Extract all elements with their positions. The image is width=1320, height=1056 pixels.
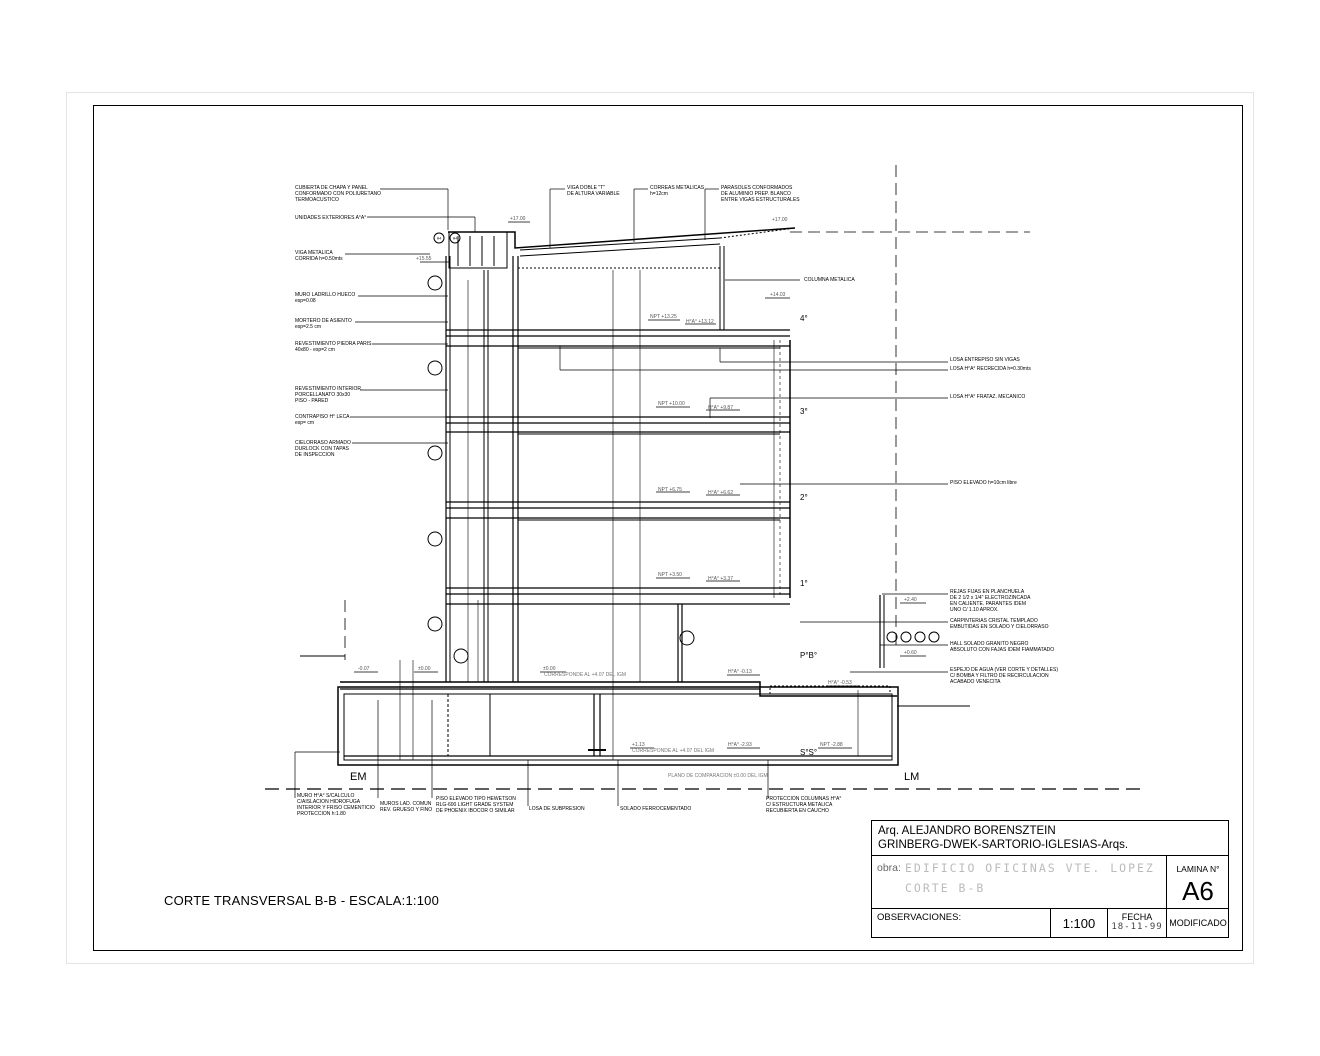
label-right: C/ BOMBA Y FILTRO DE RECIRCULACION (950, 673, 1049, 679)
level-mark: H°A° +3.37 (708, 576, 733, 582)
label-right: ABSOLUTO CON FAJAS IDEM FIAMMATADO (950, 647, 1055, 653)
level-mark: +17.00 (772, 217, 788, 223)
title-block-bottom-row (872, 908, 1228, 938)
obra-value: EDIFICIO OFICINAS VTE. LOPEZ (905, 861, 1155, 875)
level-mark: NPT +13.25 (650, 314, 677, 320)
level-mark: H°A° -0.53 (828, 680, 852, 686)
label-left: CORRIDA h=0.50mts (295, 256, 343, 262)
modificado-label: MODIFICADO (1169, 918, 1227, 928)
level-mark: +15.55 (416, 256, 432, 262)
label-top: VIGA DOBLE "T" (567, 185, 606, 191)
level-mark: ±0.00 (543, 666, 556, 672)
architect-line-1: Arq. ALEJANDRO BORENSZTEIN (878, 825, 1056, 837)
title-block (871, 820, 1229, 938)
level-mark: +1.13 (632, 742, 645, 748)
level-mark: +14.03 (770, 292, 786, 298)
label-right: REJAS FIJAS EN PLANCHUELA (950, 589, 1025, 595)
level-mark: NPT +3.50 (658, 572, 682, 578)
label-bottom: INTERIOR Y FRISO CEMENTICIO (297, 805, 375, 811)
level-mark: H°A° +13.12 (686, 319, 714, 325)
label-left: UNIDADES EXTERIORES A°A° (295, 215, 367, 221)
floor-label: P°B° (800, 651, 818, 660)
obra-cell (872, 856, 1167, 908)
label-left: CONTRAPISO H° LECA (295, 414, 350, 420)
label-right: LOSA H°A° RECRECIDA h=0.30mts (950, 366, 1031, 372)
label-top: DE ALUMINIO PREP. BLANCO (721, 191, 791, 197)
label-right: EMBUTIDAS EN SOLADO Y CIELORRASO (950, 624, 1049, 630)
label-left: CUBIERTA DE CHAPA Y PANEL (295, 185, 368, 191)
label-right: ESPEJO DE AGUA (VER CORTE Y DETALLES) (950, 667, 1058, 673)
label-left: MURO LADRILLO HUECO (295, 292, 356, 298)
floor-label: 4° (800, 314, 808, 323)
level-mark: ±0.00 (418, 666, 431, 672)
drawing-title: CORTE TRANSVERSAL B-B - ESCALA:1:100 (164, 893, 440, 908)
obra-subtitle: CORTE B-B (905, 881, 986, 895)
scale-value: 1:100 (1050, 909, 1108, 938)
slab-1 (446, 588, 790, 604)
line-marker-em: EM (350, 771, 367, 783)
level-mark: H°A° -0.13 (728, 669, 752, 675)
label-left: PORCELLANATO 30x30 (295, 392, 351, 398)
label-top: PARASOLES CONFORMADOS (721, 185, 793, 191)
annotation: CORRESPONDE AL +4.07 DEL IGM (544, 672, 627, 678)
label-right: COLUMNA METALICA (804, 277, 855, 283)
fecha-cell (1108, 909, 1167, 938)
label-left: DE INSPECCION (295, 452, 335, 458)
label-bottom: RECUBIERTA EN CAUCHO (766, 808, 829, 814)
floor-label: 2° (800, 493, 808, 502)
label-right: LOSA ENTREPISO SIN VIGAS (950, 357, 1020, 363)
label-right: HALL SOLADO GRANITO NEGRO (950, 641, 1029, 647)
axis-tag-label: H4 (452, 236, 458, 241)
floor-label: S°S° (800, 748, 818, 757)
label-top: DE ALTURA VARIABLE (567, 191, 620, 197)
level-mark: H°A° +9.87 (708, 405, 733, 411)
fecha-value: 18-11-99 (1111, 922, 1163, 932)
floor-label: 1° (800, 579, 808, 588)
roof-sheet (448, 228, 795, 248)
floor-label: 3° (800, 407, 808, 416)
label-right: CARPINTERIAS CRISTAL TEMPLADO (950, 618, 1038, 624)
label-left: CONFORMADO CON POLIURETANO (295, 191, 382, 197)
level-mark: NPT +6.75 (658, 487, 682, 493)
annotation: CORRESPONDE AL +4.07 DEL IGM (632, 748, 715, 754)
label-bottom: MURO H°A° S/CALCULO (297, 793, 355, 799)
level-mark: +17.00 (510, 216, 526, 222)
level-mark: NPT -2.88 (820, 742, 843, 748)
lamina-value: A6 (1182, 876, 1214, 906)
label-top: CORREAS METALICAS (650, 185, 705, 191)
label-bottom: PISO ELEVADO TIPO HEWETSON (436, 796, 516, 802)
slab-3 (446, 417, 790, 432)
level-mark: +2.40 (904, 597, 917, 603)
label-bottom: PROTECCION COLUMNAS H°A° (766, 796, 842, 802)
label-left: DURLOCK CON TAPAS (295, 446, 349, 452)
fecha-label: FECHA (1121, 912, 1153, 922)
label-left: esp=2.5 cm (295, 324, 321, 330)
label-right: DE 2 1/2 x 1/4" ELECTROZINCADA (950, 595, 1031, 601)
label-left: CIELORRASO ARMADO (295, 440, 351, 446)
label-bottom: PROTECCION h:1.80 (297, 811, 346, 817)
label-left: REVESTIMIENTO INTERIOR (295, 386, 362, 392)
label-left: REVESTIMIENTO PIEDRA PARIS (295, 341, 372, 347)
label-left: VIGA METALICA (295, 250, 333, 256)
label-left: esp=0.08 (295, 298, 316, 304)
label-bottom: LOSA DE SUBPRESION (529, 806, 585, 812)
label-bottom: REV. GRUESO Y FINO (380, 807, 433, 813)
label-right: EN CALIENTE. PARANTES IDEM (950, 601, 1027, 607)
label-left: 40x80 - esp=2 cm (295, 347, 335, 353)
label-right: ACABADO VENECITA (950, 679, 1001, 685)
slab-2 (446, 502, 790, 518)
level-mark: H°A° +6.62 (708, 490, 733, 496)
label-right: UNO C/ 1.10 APROX. (950, 607, 999, 613)
architects-cell (872, 821, 1228, 856)
slab-4 (446, 330, 790, 346)
label-bottom: C/AISLACION HIDROFUGA (297, 799, 361, 805)
annotation: PLANO DE COMPARACION ±0.00 DEL IGM (668, 773, 768, 779)
observaciones-label: OBSERVACIONES: (877, 912, 962, 923)
label-bottom: MUROS LAD. COMUN (380, 801, 432, 807)
label-top: ENTRE VIGAS ESTRUCTURALES (721, 197, 800, 203)
level-mark: +0.60 (904, 650, 917, 656)
label-left: esp= cm (295, 420, 315, 426)
level-mark: -0.07 (358, 666, 370, 672)
label-left: PISO - PARED (295, 398, 329, 404)
label-right: LOSA H°A° FRATAZ. MECANICO (950, 394, 1026, 400)
label-right: PISO ELEVADO h=10cm libre (950, 480, 1017, 486)
line-marker-lm: LM (904, 771, 920, 783)
label-bottom: C/ ESTRUCTURA METALICA (766, 802, 833, 808)
axis-tag-label: H4 (436, 236, 442, 241)
label-top: h=12cm (650, 191, 668, 197)
lamina-cell (1167, 856, 1229, 908)
label-bottom: DE PHOENIX IBOCOR O SIMILAR (436, 808, 515, 814)
label-bottom: SOLADO FERROCEMENTADO (620, 806, 692, 812)
level-mark: H°A° -2.93 (728, 742, 752, 748)
lamina-label: LAMINA N° (1176, 864, 1220, 874)
obra-label: obra: (877, 862, 901, 874)
architect-line-2: GRINBERG-DWEK-SARTORIO-IGLESIAS-Arqs. (878, 839, 1129, 851)
label-bottom: RLG-600 LIGHT GRADE SYSTEM (436, 802, 514, 808)
label-left: MORTERO DE ASIENTO (295, 318, 352, 324)
level-mark: NPT +10.00 (658, 401, 685, 407)
label-left: TERMOACUSTICO (295, 197, 339, 203)
